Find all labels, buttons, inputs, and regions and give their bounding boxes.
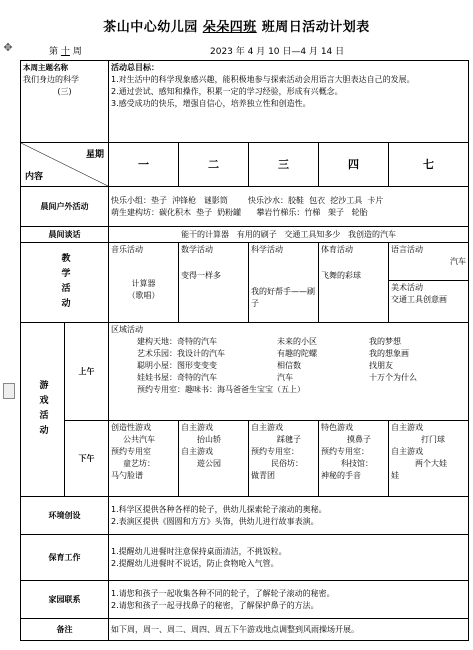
area-row: 预约专用室：趣味书：海马爸爸生宝宝（五上） [137,385,305,394]
env-cell [109,497,469,535]
pm-line: 自主游戏 [181,447,213,456]
pm-line: 马勺脸谱 [111,471,143,480]
area-item: 艺术乐园：我设计的汽车 [137,349,225,358]
home-item: 1.请您和孩子一起收集各种不同的轮子，了解轮子滚动的秘密。 [111,588,335,598]
outdoor-line: 萌生建构坊：碳化积木 垫子 奶粉罐 攀岩竹梯乐：竹梯 架子 轮胎 [111,207,368,217]
games-label-cell [21,323,65,497]
area-item: 找朋友 [369,361,393,370]
area-item: 我的梦想 [369,337,401,346]
notes-label: 备注 [21,619,109,641]
area-row [111,348,466,360]
weekday-row [21,143,469,187]
teaching-detail: 计算器 （歌唱） [127,279,160,300]
teaching-subject: 数学活动 [181,245,213,254]
day-wednesday: 三 [249,143,319,187]
pm-line: 自主游戏 [391,447,423,456]
pm-line: 预约专用室： [251,447,299,456]
teaching-day-cell [319,243,389,323]
page-title [0,16,473,35]
notes-row [21,619,469,641]
teaching-label: 教学活动 [59,252,70,313]
theme-num: (三) [57,87,72,96]
area-item: 我的想象画 [369,349,409,358]
pm-line: 民俗坊： [271,459,303,468]
teaching-detail: 交通工具创意画 [391,295,447,304]
games-label: 游戏活动 [37,379,48,440]
pm-line: 打门球 [421,435,445,444]
area-item: 相信数 [277,361,301,370]
move-handle-icon[interactable]: ✥ [3,41,13,54]
goals-cell [109,61,469,143]
pm-line: 神秘的手音 [321,471,361,480]
teaching-row [21,243,469,323]
pm-line: 自主游戏 [251,423,283,432]
pm-line: 童艺坊： [123,459,155,468]
outdoor-line: 快乐小组：垫子 沖锋枪 谜影筒 快乐沙水：胶鞋 包衣 挖沙工具 卡片 [111,195,384,205]
env-item: 1.科学区提供各种各样的轮子，供幼儿探索轮子滚动的奥秘。 [111,504,327,514]
area-item: 聪明小屋：图形变变变 [137,361,217,370]
pm-line: 预约专用室 [111,447,151,456]
weekday-label: 星期 [85,150,104,160]
teaching-detail: 变得一样多 [181,271,221,280]
goal-item: 1.对生活中的科学现象感兴趣，能积极地参与探索活动会用语言大胆表达自己的发展。 [111,75,415,84]
area-row [111,372,466,384]
talk-label: 晨间谈话 [21,227,109,243]
area-item: 娃娃书屋：奇特的汽车 [137,373,217,382]
teaching-label-cell [21,243,109,323]
pm-line: 预约专用室： [321,447,369,456]
talk-item: 能干的计算器 [181,229,230,239]
outdoor-row [21,187,469,227]
date-range: 2023 年 4 月 10 日—4 月 14 日 [210,47,345,57]
talk-row [21,227,469,243]
games-am-label: 上午 [65,323,109,421]
class-name: 朵朵四班 [202,20,257,35]
teaching-subject: 语言活动 [391,245,423,254]
teaching-subject: 音乐活动 [111,245,143,254]
week-label: 第 十 周 [49,47,82,57]
games-pm-label: 下午 [65,421,109,497]
env-item: 2.表演区提供《圆圆和方方》头饰，供幼儿进行故事表演。 [111,516,319,526]
games-am-row [21,323,469,421]
teaching-detail: 我的好帮手——刷子 [251,287,315,308]
pm-line: 摸鼻子 [347,435,371,444]
talk-item: 交通工具知多少 [284,229,341,239]
care-row [21,535,469,581]
goal-item: 3.感受成功的快乐，增强自信心，培养独立性和创造性。 [111,99,311,108]
page-marker-icon [3,383,15,399]
plan-table-container [20,60,468,650]
pm-line: 踩毽子 [277,435,301,444]
teaching-subject: 科学活动 [251,245,283,254]
talk-cell [109,227,469,243]
area-row [111,360,466,372]
weekday-header-cell [21,143,109,187]
care-label: 保育工作 [21,535,109,581]
goals-label: 活动总目标： [111,63,159,72]
area-row [111,336,466,348]
theme-name: 我们身边的科学 [23,75,79,84]
outdoor-label: 晨间户外活动 [21,187,109,227]
teaching-subject: 美术活动 [391,283,423,292]
pm-line: 抬山轿 [197,435,221,444]
care-item: 2.提醒幼儿进餐时不说话，防止食物呛入气管。 [111,558,279,568]
area-item: 十万个为什么 [369,373,417,382]
theme-label: 本周主题名称 [23,63,68,72]
area-item: 建构天地：奇特的汽车 [137,337,217,346]
theme-row [21,61,469,143]
teaching-day-cell [389,243,469,323]
area-item: 有趣的陀螺 [277,349,317,358]
day-tuesday: 二 [179,143,249,187]
title-suffix: 班周日活动计划表 [261,20,370,35]
area-item: 未来的小区 [277,337,317,346]
notes-cell: 如下周，周一、周二、周四、周五下午游戏地点调整到风雨操场开展。 [109,619,469,641]
teaching-detail: 汽车 [450,257,467,266]
area-cell [109,323,469,421]
pm-line: 娃 [391,471,399,480]
teaching-day-cell [109,243,179,323]
outdoor-cell [109,187,469,227]
day-monday: 一 [109,143,179,187]
area-item: 汽车 [277,373,293,382]
pm-day-cell [319,421,389,497]
pm-line: 特色游戏 [321,423,353,432]
content-label: 内容 [25,172,44,182]
theme-cell [21,61,109,143]
talk-item: 有用的刷子 [236,229,277,239]
plan-table [20,60,469,641]
pm-day-cell [249,421,319,497]
home-cell [109,581,469,619]
games-pm-row [21,421,469,497]
pm-line: 科技馆： [341,459,373,468]
goal-item: 2.通过尝试、感知和操作，积累一定的学习经验，形成有兴概念。 [111,87,343,96]
teaching-day-cell [179,243,249,323]
home-item: 2.请您和孩子一起寻找鼻子的秘密，了解保护鼻子的方法。 [111,600,319,610]
pm-line: 两个大娃 [415,459,447,468]
pm-line: 做青团 [251,471,275,480]
env-row [21,497,469,535]
pm-day-cell [179,421,249,497]
care-item: 1.提醒幼儿进餐时注意保持桌面清洁，不挑饭粒。 [111,546,287,556]
day-friday: 七 [389,143,469,187]
teaching-day-cell [249,243,319,323]
pm-day-cell [389,421,469,497]
env-label: 环境创设 [21,497,109,535]
talk-item: 我创造的汽车 [347,229,396,239]
area-label: 区域活动 [111,325,143,334]
school-name: 茶山中心幼儿园 [103,20,198,35]
teaching-detail: 飞舞的彩球 [321,271,361,280]
care-cell [109,535,469,581]
day-thursday: 四 [319,143,389,187]
pm-line: 创造性游戏 [111,423,151,432]
pm-line: 遊公园 [197,459,221,468]
home-label: 家园联系 [21,581,109,619]
pm-line: 自主游戏 [391,423,423,432]
home-row [21,581,469,619]
pm-day-cell [109,421,179,497]
pm-line: 自主游戏 [181,423,213,432]
pm-line: 公共汽车 [123,435,155,444]
teaching-subject: 体育活动 [321,245,353,254]
